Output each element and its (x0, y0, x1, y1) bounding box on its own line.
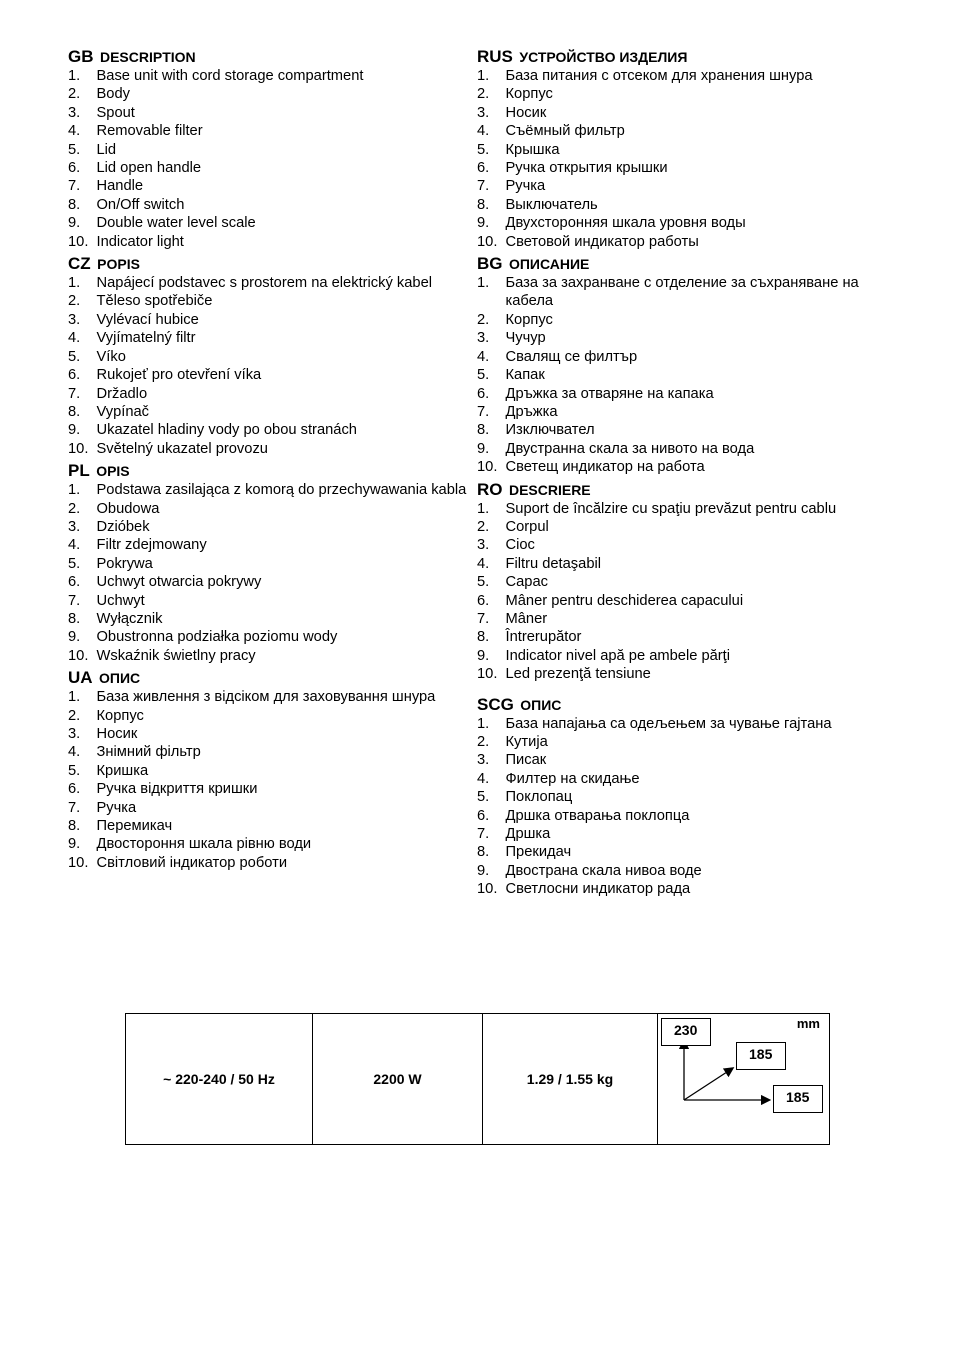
section-title: OPIS (96, 463, 130, 480)
item-number: 5. (68, 141, 81, 158)
item-number: 5. (68, 555, 81, 572)
item-number: 3. (68, 311, 81, 328)
list-item (477, 85, 877, 103)
list-item (68, 141, 468, 159)
item-text: Писак (505, 752, 547, 769)
item-text: Double water level scale (96, 215, 256, 232)
item-text: Кришка (96, 762, 149, 779)
item-number: 10. (68, 647, 89, 664)
list-item (477, 366, 877, 384)
list-item (477, 770, 877, 788)
item-number: 10. (68, 440, 89, 457)
list-item (68, 311, 468, 329)
item-number: 7. (68, 799, 81, 816)
item-number: 6. (68, 160, 81, 177)
item-text: Filtr zdejmowany (96, 537, 207, 554)
right-column (477, 44, 877, 899)
item-text: Знімний фільтр (96, 744, 201, 761)
item-number: 5. (477, 367, 490, 384)
section-heading (477, 692, 877, 715)
item-number: 3. (477, 537, 490, 554)
section-ro (477, 477, 877, 684)
language-code: SCG (477, 694, 514, 714)
item-number: 4. (477, 555, 490, 572)
item-text: Корпус (505, 311, 553, 328)
item-text: Wyłącznik (96, 610, 163, 627)
language-code: BG (477, 254, 503, 274)
list-item (477, 665, 877, 683)
list-item (477, 628, 877, 646)
list-item (477, 214, 877, 232)
item-number: 2. (68, 86, 81, 103)
list-item (68, 233, 468, 251)
parts-list (477, 67, 877, 251)
section-heading (477, 477, 877, 500)
item-number: 1. (68, 275, 81, 292)
item-number: 10. (477, 233, 498, 250)
item-text: База живлення з відсіком для заховування шнура (96, 689, 436, 706)
section-title: ОПИСАНИЕ (508, 256, 590, 273)
list-item (477, 788, 877, 806)
list-item (68, 421, 468, 439)
section-scg (477, 692, 877, 899)
item-number: 3. (68, 518, 81, 535)
item-text: Двостороння шкала рівню води (96, 836, 312, 853)
list-item (477, 807, 877, 825)
list-item (477, 715, 877, 733)
item-text: Obustronna podziałka poziomu wody (96, 629, 338, 646)
section-cz (68, 251, 468, 458)
item-number: 7. (477, 403, 490, 420)
list-item (477, 196, 877, 214)
list-item (68, 725, 468, 743)
height-value: 230 (661, 1018, 711, 1046)
item-text: Светлосни индикатор рада (505, 881, 691, 898)
item-number: 3. (68, 104, 81, 121)
section-title: POPIS (97, 256, 140, 273)
item-text: Ручка відкриття кришки (96, 781, 258, 798)
list-item (477, 104, 877, 122)
list-item (477, 592, 877, 610)
item-number: 8. (68, 818, 81, 835)
item-number: 6. (477, 385, 490, 402)
section-bg (477, 251, 877, 476)
item-text: Napájecí podstavec s prostorem na elektrický kabel (96, 275, 433, 292)
item-number: 2. (477, 734, 490, 750)
item-number: 6. (477, 807, 490, 824)
item-text: Световой индикатор работы (505, 233, 699, 250)
item-text: Capac (505, 574, 548, 591)
item-text: Двустранна скала за нивото на вода (505, 440, 755, 457)
item-text: Корпус (96, 707, 144, 724)
item-number: 4. (477, 770, 490, 787)
section-title: DESCRIPTION (99, 49, 196, 65)
item-number: 10. (68, 854, 89, 871)
list-item (68, 854, 468, 872)
list-item (68, 799, 468, 817)
item-text: Întrerupător (505, 629, 582, 646)
list-item (477, 555, 877, 573)
item-number: 4. (68, 330, 81, 347)
item-number: 9. (68, 422, 81, 439)
section-ua (68, 665, 468, 872)
list-item (477, 233, 877, 251)
list-item (68, 481, 468, 499)
item-text: Filtru detaşabil (505, 555, 602, 572)
list-item (477, 500, 877, 518)
item-number: 1. (477, 500, 490, 517)
item-text: Дръжка за отваряне на капака (505, 385, 714, 402)
item-text: Крышка (505, 141, 560, 158)
list-item (477, 67, 877, 85)
specification-row (126, 1014, 830, 1145)
item-number: 9. (477, 862, 490, 879)
item-text: Поклопац (505, 789, 573, 806)
section-pl (68, 458, 468, 665)
list-item (68, 292, 468, 310)
item-number: 2. (477, 518, 490, 535)
list-item (68, 500, 468, 518)
item-number: 1. (68, 482, 81, 499)
list-item (68, 835, 468, 853)
list-item (68, 403, 468, 421)
item-text: Vyjímatelný filtr (96, 330, 196, 347)
parts-list (68, 274, 468, 458)
section-heading (68, 458, 468, 481)
item-text: Handle (96, 178, 144, 195)
list-item (477, 733, 877, 751)
item-text: Выключатель (505, 196, 598, 213)
item-text: Съёмный фильтр (505, 123, 625, 140)
parts-list (477, 715, 877, 899)
list-item (477, 825, 877, 843)
item-number: 7. (477, 610, 490, 627)
item-text: Ручка открытия крышки (505, 160, 668, 177)
item-number: 7. (477, 826, 490, 843)
item-text: Corpul (505, 518, 549, 535)
item-text: Suport de încălzire cu spaţiu prevăzut pentru cablu (505, 500, 837, 517)
list-item (477, 610, 877, 628)
item-text: База за захранване с отделение за съхраняване на кабела (505, 275, 859, 310)
item-number: 4. (68, 744, 81, 761)
voltage-cell: ~ 220-240 / 50 Hz (126, 1014, 313, 1145)
language-code: UA (68, 668, 93, 688)
item-text: Víko (96, 348, 126, 365)
item-text: Mâner (505, 610, 548, 627)
item-number: 7. (477, 178, 490, 195)
list-item (68, 85, 468, 103)
list-item (477, 536, 877, 554)
item-number: 5. (68, 348, 81, 365)
item-number: 5. (477, 141, 490, 158)
item-number: 10. (477, 666, 498, 683)
item-text: База питания с отсеком для хранения шнура (505, 68, 813, 84)
section-heading (477, 44, 877, 67)
section-title: ОПИС (99, 670, 141, 687)
parts-list (68, 67, 468, 251)
item-text: Uchwyt (96, 592, 145, 609)
item-text: Двухсторонняя шкала уровня воды (505, 215, 746, 232)
list-item (68, 159, 468, 177)
item-number: 5. (68, 762, 81, 779)
language-code: PL (68, 461, 90, 481)
section-heading (68, 251, 468, 274)
item-number: 8. (477, 844, 490, 861)
item-number: 8. (68, 196, 81, 213)
item-number: 9. (477, 440, 490, 457)
item-number: 1. (68, 68, 81, 84)
list-item (477, 518, 877, 536)
dimension-unit: mm (796, 1016, 820, 1031)
list-item (68, 688, 468, 706)
item-number: 7. (68, 178, 81, 195)
depth-value: 185 (736, 1042, 786, 1070)
item-text: Spout (96, 104, 135, 121)
list-item (477, 385, 877, 403)
item-number: 8. (68, 403, 81, 420)
item-number: 9. (68, 836, 81, 853)
list-item (68, 573, 468, 591)
parts-list (68, 688, 468, 872)
list-item (68, 122, 468, 140)
list-item (477, 141, 877, 159)
list-item (477, 159, 877, 177)
item-text: Дршка отварања поклопца (505, 807, 690, 824)
item-number: 1. (477, 715, 490, 732)
item-number: 1. (477, 275, 490, 292)
list-item (68, 762, 468, 780)
list-item (68, 366, 468, 384)
section-gb (68, 44, 468, 251)
item-number: 8. (477, 196, 490, 213)
list-item (68, 743, 468, 761)
list-item (68, 555, 468, 573)
item-text: Носик (96, 726, 138, 742)
item-number: 6. (477, 160, 490, 177)
section-heading (477, 251, 877, 274)
list-item (68, 817, 468, 835)
item-number: 5. (477, 574, 490, 591)
item-number: 10. (477, 881, 498, 898)
list-item (477, 329, 877, 347)
section-heading (68, 665, 468, 688)
list-item (477, 862, 877, 880)
item-text: Двострана скала нивоа воде (505, 862, 702, 879)
item-text: Перемикач (96, 818, 173, 835)
item-number: 2. (68, 293, 81, 310)
list-item (68, 647, 468, 665)
list-item (68, 385, 468, 403)
item-number: 2. (68, 707, 81, 724)
list-item (477, 440, 877, 458)
item-number: 3. (68, 726, 81, 742)
item-number: 8. (68, 610, 81, 627)
item-text: Ukazatel hladiny vody po obou stranách (96, 422, 357, 439)
item-text: Прекидач (505, 844, 572, 861)
item-number: 6. (68, 781, 81, 798)
section-spacer (477, 684, 877, 692)
item-number: 4. (68, 123, 81, 140)
item-text: Чучур (505, 330, 546, 347)
dimensions-cell (658, 1014, 830, 1145)
item-text: Světelný ukazatel provozu (96, 440, 268, 457)
item-text: Кутија (505, 734, 548, 750)
item-text: Indicator nivel apă pe ambele părţi (505, 647, 731, 664)
item-number: 3. (477, 104, 490, 121)
item-number: 6. (477, 592, 490, 609)
item-number: 9. (68, 629, 81, 646)
list-item (477, 403, 877, 421)
item-text: Свалящ се филтър (505, 348, 638, 365)
item-number: 8. (477, 629, 490, 646)
item-text: Uchwyt otwarcia pokrywy (96, 574, 262, 591)
list-item (477, 573, 877, 591)
item-text: Lid open handle (96, 160, 202, 177)
parts-list (477, 500, 877, 684)
item-text: Lid (96, 141, 117, 158)
list-item (68, 104, 468, 122)
item-number: 3. (477, 330, 490, 347)
list-item (477, 274, 877, 311)
item-text: Těleso spotřebiče (96, 293, 213, 310)
language-code: GB (68, 47, 94, 66)
list-item (477, 880, 877, 898)
list-item (68, 67, 468, 85)
list-item (68, 196, 468, 214)
list-item (68, 707, 468, 725)
language-code: RO (477, 479, 503, 499)
item-text: Світловий індикатор роботи (96, 854, 288, 871)
list-item (477, 421, 877, 439)
item-number: 5. (477, 789, 490, 806)
list-item (68, 440, 468, 458)
item-text: Изключвател (505, 422, 595, 439)
section-title: ОПИС (520, 696, 562, 713)
list-item (477, 751, 877, 769)
item-number: 7. (68, 592, 81, 609)
list-item (68, 348, 468, 366)
item-number: 1. (68, 689, 81, 706)
item-number: 8. (477, 422, 490, 439)
item-text: On/Off switch (96, 196, 185, 213)
item-text: Indicator light (96, 233, 184, 250)
item-number: 9. (477, 215, 490, 232)
item-number: 10. (68, 233, 89, 250)
list-item (68, 628, 468, 646)
item-number: 2. (477, 86, 490, 103)
item-text: Removable filter (96, 123, 203, 140)
list-item (68, 214, 468, 232)
item-number: 2. (68, 500, 81, 517)
item-text: Ручка (505, 178, 546, 195)
item-text: База напајања са одељењем за чување гајтана (505, 715, 832, 732)
list-item (477, 177, 877, 195)
item-number: 1. (477, 68, 490, 84)
item-text: Cioc (505, 537, 535, 554)
item-text: Дръжка (505, 403, 558, 420)
list-item (68, 536, 468, 554)
item-text: Led prezenţă tensiune (505, 666, 651, 683)
list-item (68, 274, 468, 292)
list-item (68, 610, 468, 628)
section-title: УСТРОЙСТВО ИЗДЕЛИЯ (519, 49, 688, 65)
section-rus (477, 44, 877, 251)
item-text: Корпус (505, 86, 553, 103)
item-text: Mâner pentru deschiderea capacului (505, 592, 744, 609)
item-text: Body (96, 86, 130, 103)
item-number: 4. (477, 123, 490, 140)
section-heading (68, 44, 468, 67)
list-item (68, 518, 468, 536)
list-item (68, 592, 468, 610)
list-item (477, 348, 877, 366)
item-text: Светещ индикатор на работа (505, 459, 705, 476)
list-item (477, 843, 877, 861)
width-value: 185 (773, 1085, 823, 1113)
item-number: 3. (477, 752, 490, 769)
dimensions-diagram (658, 1014, 828, 1144)
item-text: Pokrywa (96, 555, 153, 572)
item-number: 6. (68, 574, 81, 591)
item-text: Ручка (96, 799, 137, 816)
item-text: Rukojeť pro otevření víka (96, 367, 262, 384)
item-text: Носик (505, 104, 547, 121)
item-number: 10. (477, 459, 498, 476)
item-text: Dzióbek (96, 518, 150, 535)
list-item (477, 122, 877, 140)
list-item (68, 780, 468, 798)
power-cell: 2200 W (313, 1014, 483, 1145)
item-text: Капак (505, 367, 545, 384)
item-text: Podstawa zasilająca z komorą do przechywawania kabla (96, 482, 467, 499)
item-text: Držadlo (96, 385, 148, 402)
left-column (68, 44, 468, 872)
language-code: CZ (68, 254, 91, 274)
item-text: Vypínač (96, 403, 150, 420)
specification-table (125, 1013, 830, 1145)
item-text: Vylévací hubice (96, 311, 199, 328)
weight-cell: 1.29 / 1.55 kg (483, 1014, 658, 1145)
item-text: Дршка (505, 826, 551, 843)
item-text: Base unit with cord storage compartment (96, 68, 364, 84)
parts-list (68, 481, 468, 665)
list-item (68, 177, 468, 195)
item-text: Obudowa (96, 500, 160, 517)
item-text: Филтер на скидање (505, 770, 640, 787)
depth-arrow (684, 1070, 730, 1100)
item-number: 9. (477, 647, 490, 664)
item-number: 7. (68, 385, 81, 402)
item-text: Wskaźnik świetlny pracy (96, 647, 256, 664)
list-item (477, 647, 877, 665)
language-code: RUS (477, 47, 513, 66)
item-number: 4. (477, 348, 490, 365)
list-item (477, 458, 877, 476)
item-number: 4. (68, 537, 81, 554)
list-item (68, 329, 468, 347)
item-number: 9. (68, 215, 81, 232)
parts-list (477, 274, 877, 476)
section-title: DESCRIERE (508, 481, 591, 498)
list-item (477, 311, 877, 329)
item-number: 2. (477, 311, 490, 328)
item-number: 6. (68, 367, 81, 384)
